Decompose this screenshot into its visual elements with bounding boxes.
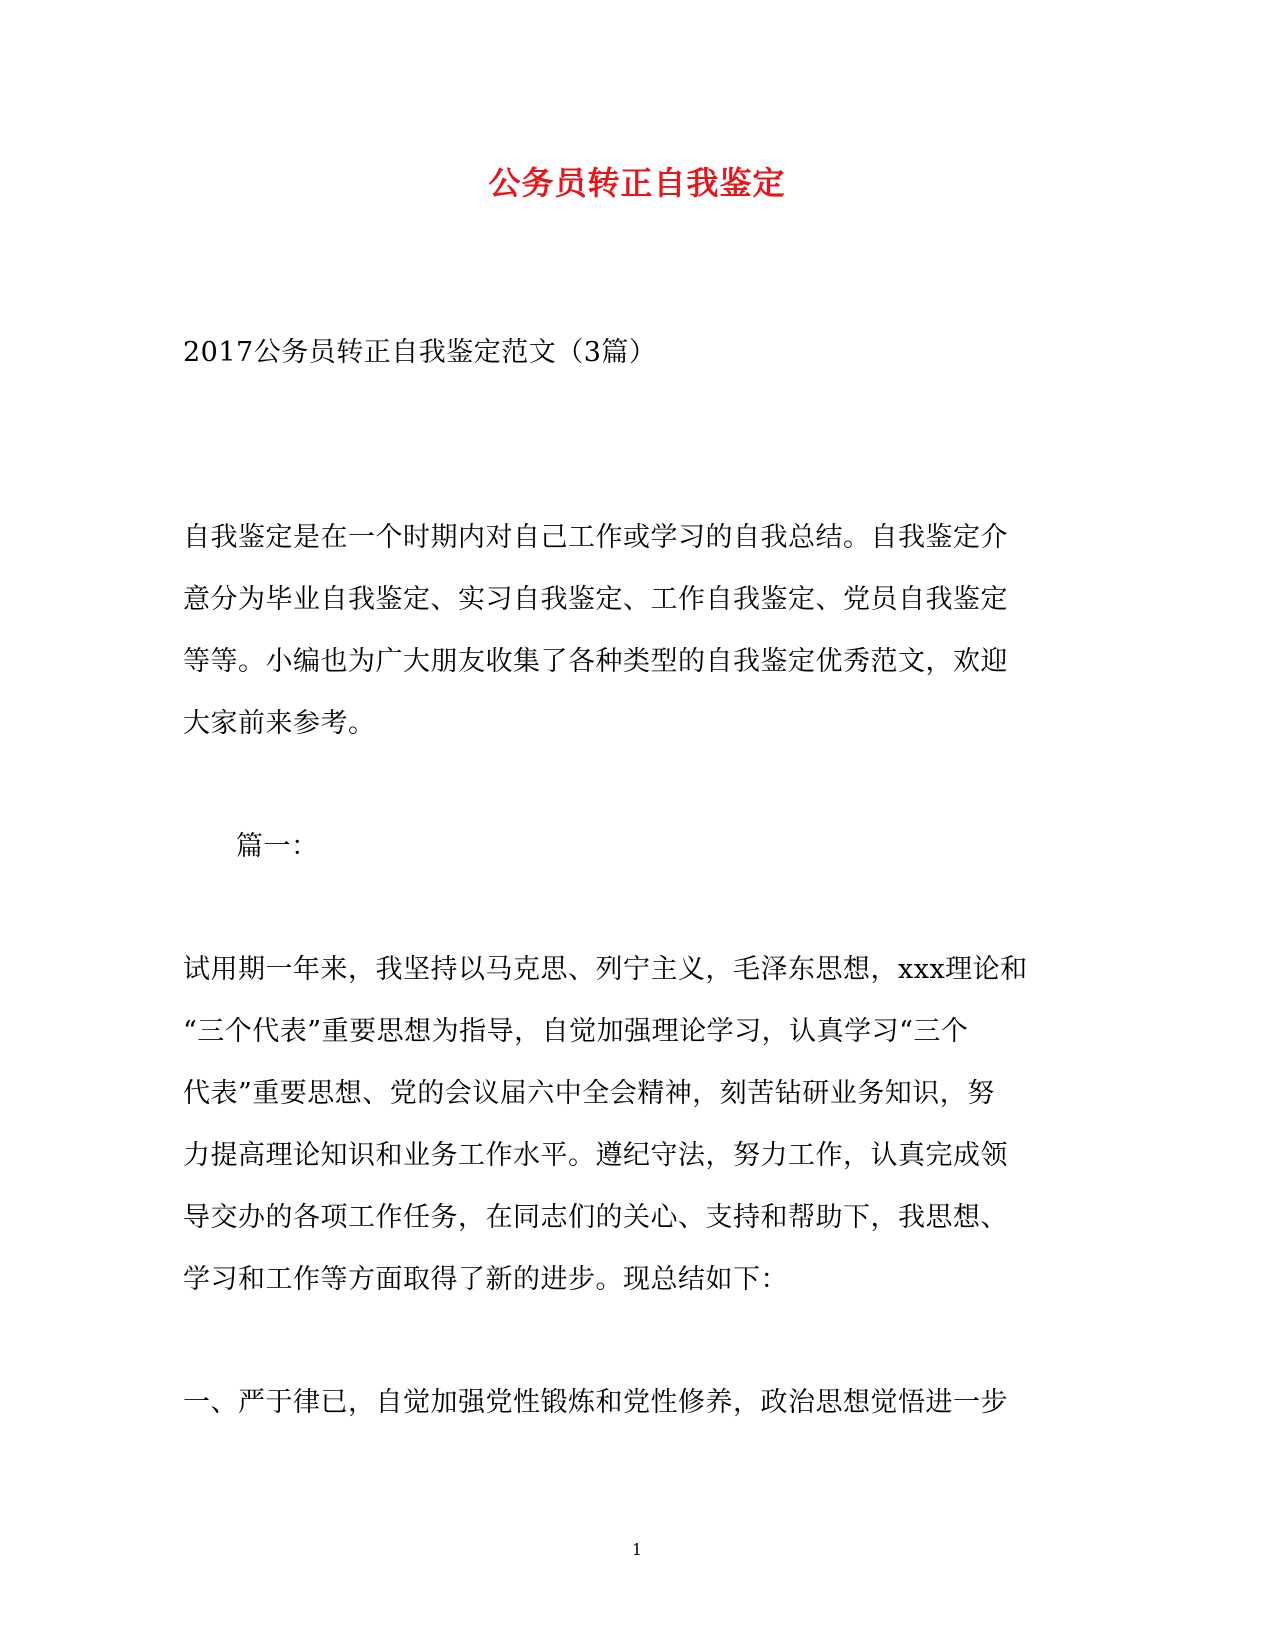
body-line-4: 力提高理论知识和业务工作水平。遵纪守法，努力工作，认真完成领: [183, 1140, 1008, 1171]
body-line-5: 导交办的各项工作任务，在同志们的关心、支持和帮助下，我思想、: [183, 1202, 1008, 1233]
section-heading-1: 一、严于律已，自觉加强党性锻炼和党性修养，政治思想觉悟进一步: [183, 1387, 1008, 1418]
intro-line-3: 等等。小编也为广大朋友收集了各种类型的自我鉴定优秀范文，欢迎: [183, 646, 1008, 677]
intro-line-2: 意分为毕业自我鉴定、实习自我鉴定、工作自我鉴定、党员自我鉴定: [183, 584, 1008, 615]
intro-line-4: 大家前来参考。: [183, 708, 376, 739]
page-number: 1: [631, 1540, 643, 1559]
document-title: 公务员转正自我鉴定: [488, 164, 786, 202]
body-line-3: 代表”重要思想、党的会议届六中全会精神，刻苦钻研业务知识，努: [183, 1078, 995, 1109]
body-line-1: 试用期一年来，我坚持以马克思、列宁主义，毛泽东思想，xxx理论和: [183, 954, 1028, 985]
body-line-2: “三个代表”重要思想为指导，自觉加强理论学习，认真学习“三个: [183, 1016, 969, 1047]
body-line-6: 学习和工作等方面取得了新的进步。现总结如下：: [183, 1264, 788, 1295]
document-subtitle: 2017公务员转正自我鉴定范文（3篇）: [183, 337, 657, 368]
intro-line-1: 自我鉴定是在一个时期内对自己工作或学习的自我总结。自我鉴定介: [183, 522, 1008, 553]
section-label: 篇一：: [236, 831, 319, 862]
